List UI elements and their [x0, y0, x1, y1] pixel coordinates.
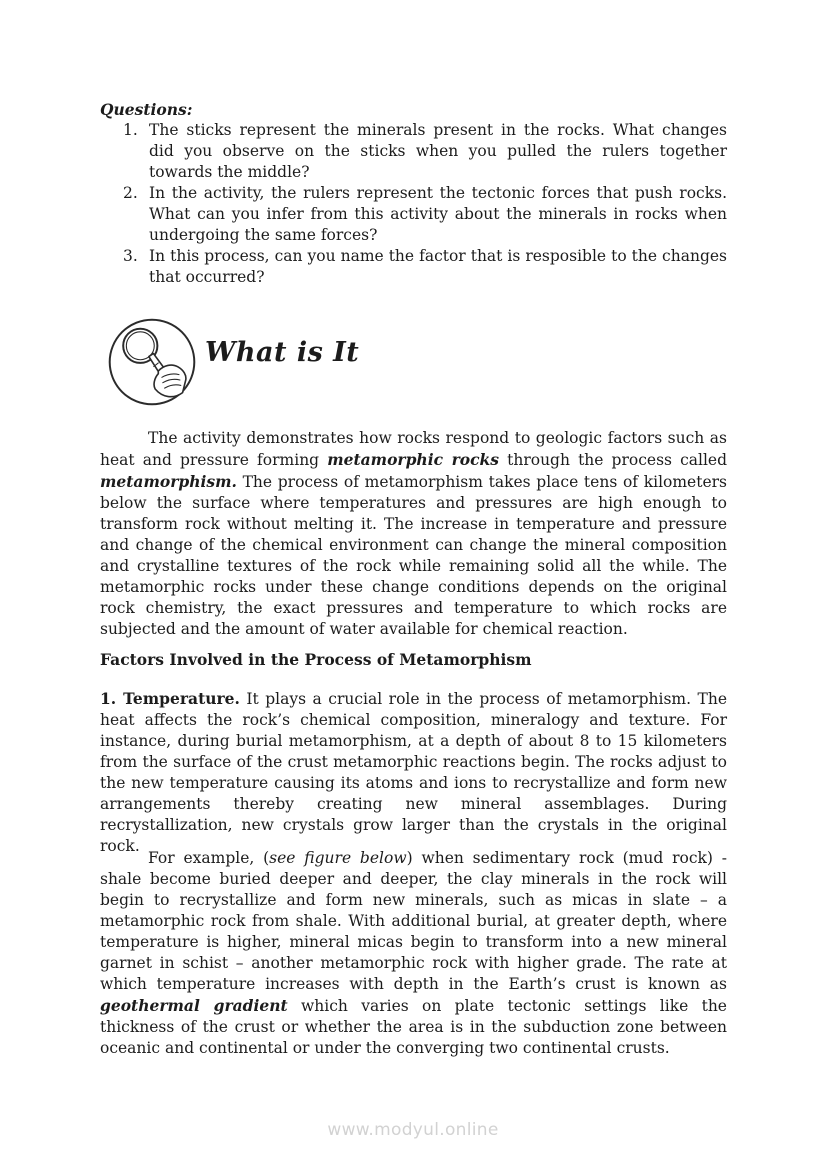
magnifier-hand-icon: [107, 317, 197, 407]
factors-heading: Factors Involved in the Process of Metamorphism: [100, 650, 532, 669]
question-number: 2.: [123, 184, 138, 202]
question-text: The sticks represent the minerals present in the rocks. What changes did you observe on the sticks when you pulled the rulers together towards the middle?: [149, 121, 727, 181]
question-number: 1.: [123, 121, 138, 139]
question-number: 3.: [123, 247, 138, 265]
questions-list: [100, 120, 727, 288]
question-text: In the activity, the rulers represent the tectonic forces that push rocks. What can you infer from this activity about the minerals in rocks when undergoing the same forces?: [149, 184, 727, 244]
question-item-1: [100, 120, 727, 183]
questions-heading: Questions:: [100, 100, 193, 119]
questions-section: [100, 99, 727, 288]
paragraph-temperature: 1. Temperature. It plays a crucial role in the process of metamorphism. The heat affects the rock’s chemical composition, mineralogy and texture. For instance, during burial metamorphism, at a depth of about 8 to 15 kilometers from the surface of the crust metamorphic reactions begin. The rocks adjust to the new temperature causing its atoms and ions to recrystallize and form new arrangements thereby creating new mineral assemblages. During recrystallization, new crystals grow larger than the crystals in the original rock.: [100, 689, 728, 855]
question-text: In this process, can you name the factor that is resposible to the changes that occurred?: [149, 247, 727, 286]
question-item-2: [100, 183, 727, 246]
paragraph-example: For example, (see figure below) when sedimentary rock (mud rock) - shale become buried deeper and deeper, the clay minerals in the rock will begin to recrystallize and form new minerals, such as micas in slate – a metamorphic rock from shale. With additional burial, at greater depth, where temperature is higher, mineral micas begin to transform into a new mineral garnet in schist – another metamorphic rock with higher grade. The rate at which temperature increases with depth in the Earth’s crust is known as geothermal gradient which varies on plate tectonic settings like the thickness of the crust or whether the area is in the subduction zone between oceanic and continental or under the converging two continental crusts.: [100, 849, 728, 1057]
question-item-3: [100, 246, 727, 288]
paragraph-intro: The activity demonstrates how rocks respond to geologic factors such as heat and pressure forming metamorphic rocks through the process called metamorphism. The process of metamorphism takes place tens of kilometers below the surface where temperatures and pressures are high enough to transform rock without melting it. The increase in temperature and pressure and change of the chemical environment can change the mineral composition and crystalline textures of the rock while remaining solid all the while. The metamorphic rocks under these change conditions depends on the original rock chemistry, the exact pressures and temperature to which rocks are subjected and the amount of water available for chemical reaction.: [100, 429, 728, 638]
footer-watermark: www.modyul.online: [327, 1120, 499, 1140]
section-title: What is It: [205, 337, 360, 368]
